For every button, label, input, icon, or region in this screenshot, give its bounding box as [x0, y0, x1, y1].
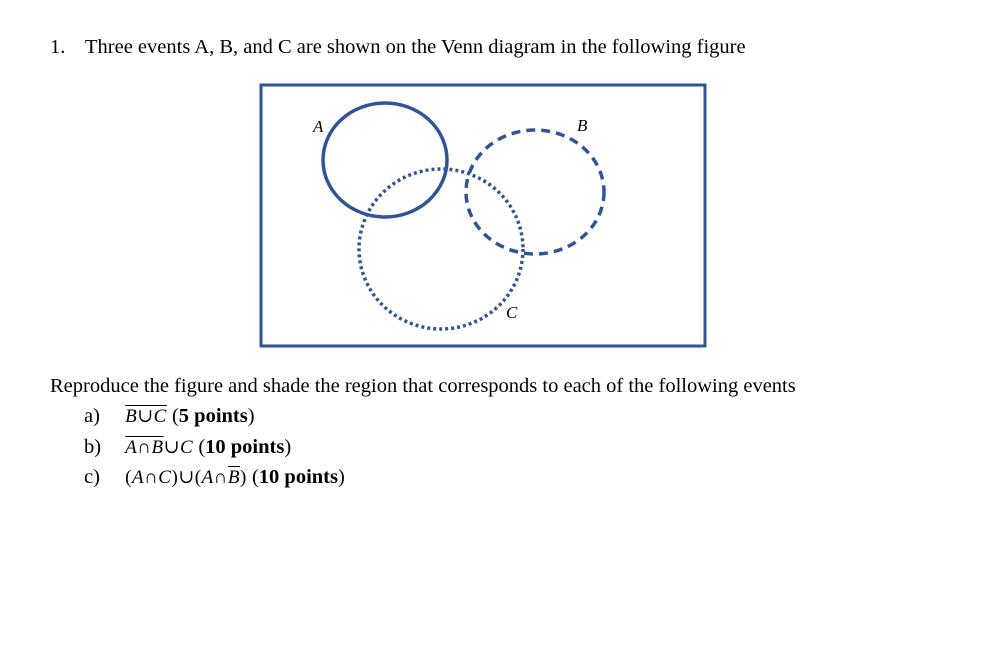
item-b-label: b) — [84, 436, 102, 458]
union-symbol: ∪ — [163, 437, 180, 458]
expr-b: B — [151, 437, 164, 458]
expr-a: A — [125, 437, 138, 458]
close-paren: ) — [171, 467, 179, 488]
intersection-symbol: ∩ — [213, 467, 228, 488]
circle-c — [359, 169, 523, 329]
expr-c: C — [158, 467, 172, 488]
label-a: A — [313, 117, 324, 136]
open-paren: ( — [125, 467, 132, 488]
item-b-points-text: 10 points — [205, 436, 285, 458]
item-b — [84, 436, 291, 459]
item-b-points: (10 points) — [198, 436, 292, 458]
expr-b-complement: $\overline{B}$ — [227, 467, 241, 488]
close-paren: ) — [240, 467, 247, 488]
intersection-symbol: ∩ — [144, 467, 159, 488]
expr-a: A — [201, 467, 214, 488]
label-b: B — [577, 116, 588, 135]
circle-a — [323, 103, 447, 217]
item-a-points: (5 points) — [171, 405, 255, 427]
expr-c: C — [180, 437, 194, 458]
expr-a: A — [131, 467, 145, 488]
question-text: Three events A, B, and C are shown on the Venn diagram in the following figure — [85, 36, 746, 58]
item-c-points: (10 points) — [251, 466, 345, 488]
instructions: Reproduce the figure and shade the region that corresponds to each of the following events — [50, 375, 796, 397]
label-c: C — [506, 303, 518, 322]
item-c — [84, 466, 345, 489]
item-b-expression — [125, 437, 193, 458]
item-c-label: c) — [84, 466, 100, 488]
union-symbol: ∪ — [178, 467, 195, 488]
open-paren: ( — [194, 467, 202, 488]
item-c-points-text: 10 points — [258, 466, 338, 488]
union-symbol: ∪ — [137, 406, 154, 427]
expr-b: B — [125, 406, 138, 427]
item-c-expression — [125, 467, 247, 488]
item-a-label: a) — [84, 405, 100, 427]
question-number: 1. — [50, 36, 66, 58]
item-a-expression — [125, 406, 167, 427]
expr-c: C — [153, 406, 167, 427]
item-a — [84, 405, 255, 428]
item-a-points-text: 5 points — [178, 405, 248, 427]
intersection-symbol: ∩ — [137, 437, 152, 458]
circle-b — [466, 130, 604, 254]
sample-space-rectangle — [261, 85, 705, 346]
